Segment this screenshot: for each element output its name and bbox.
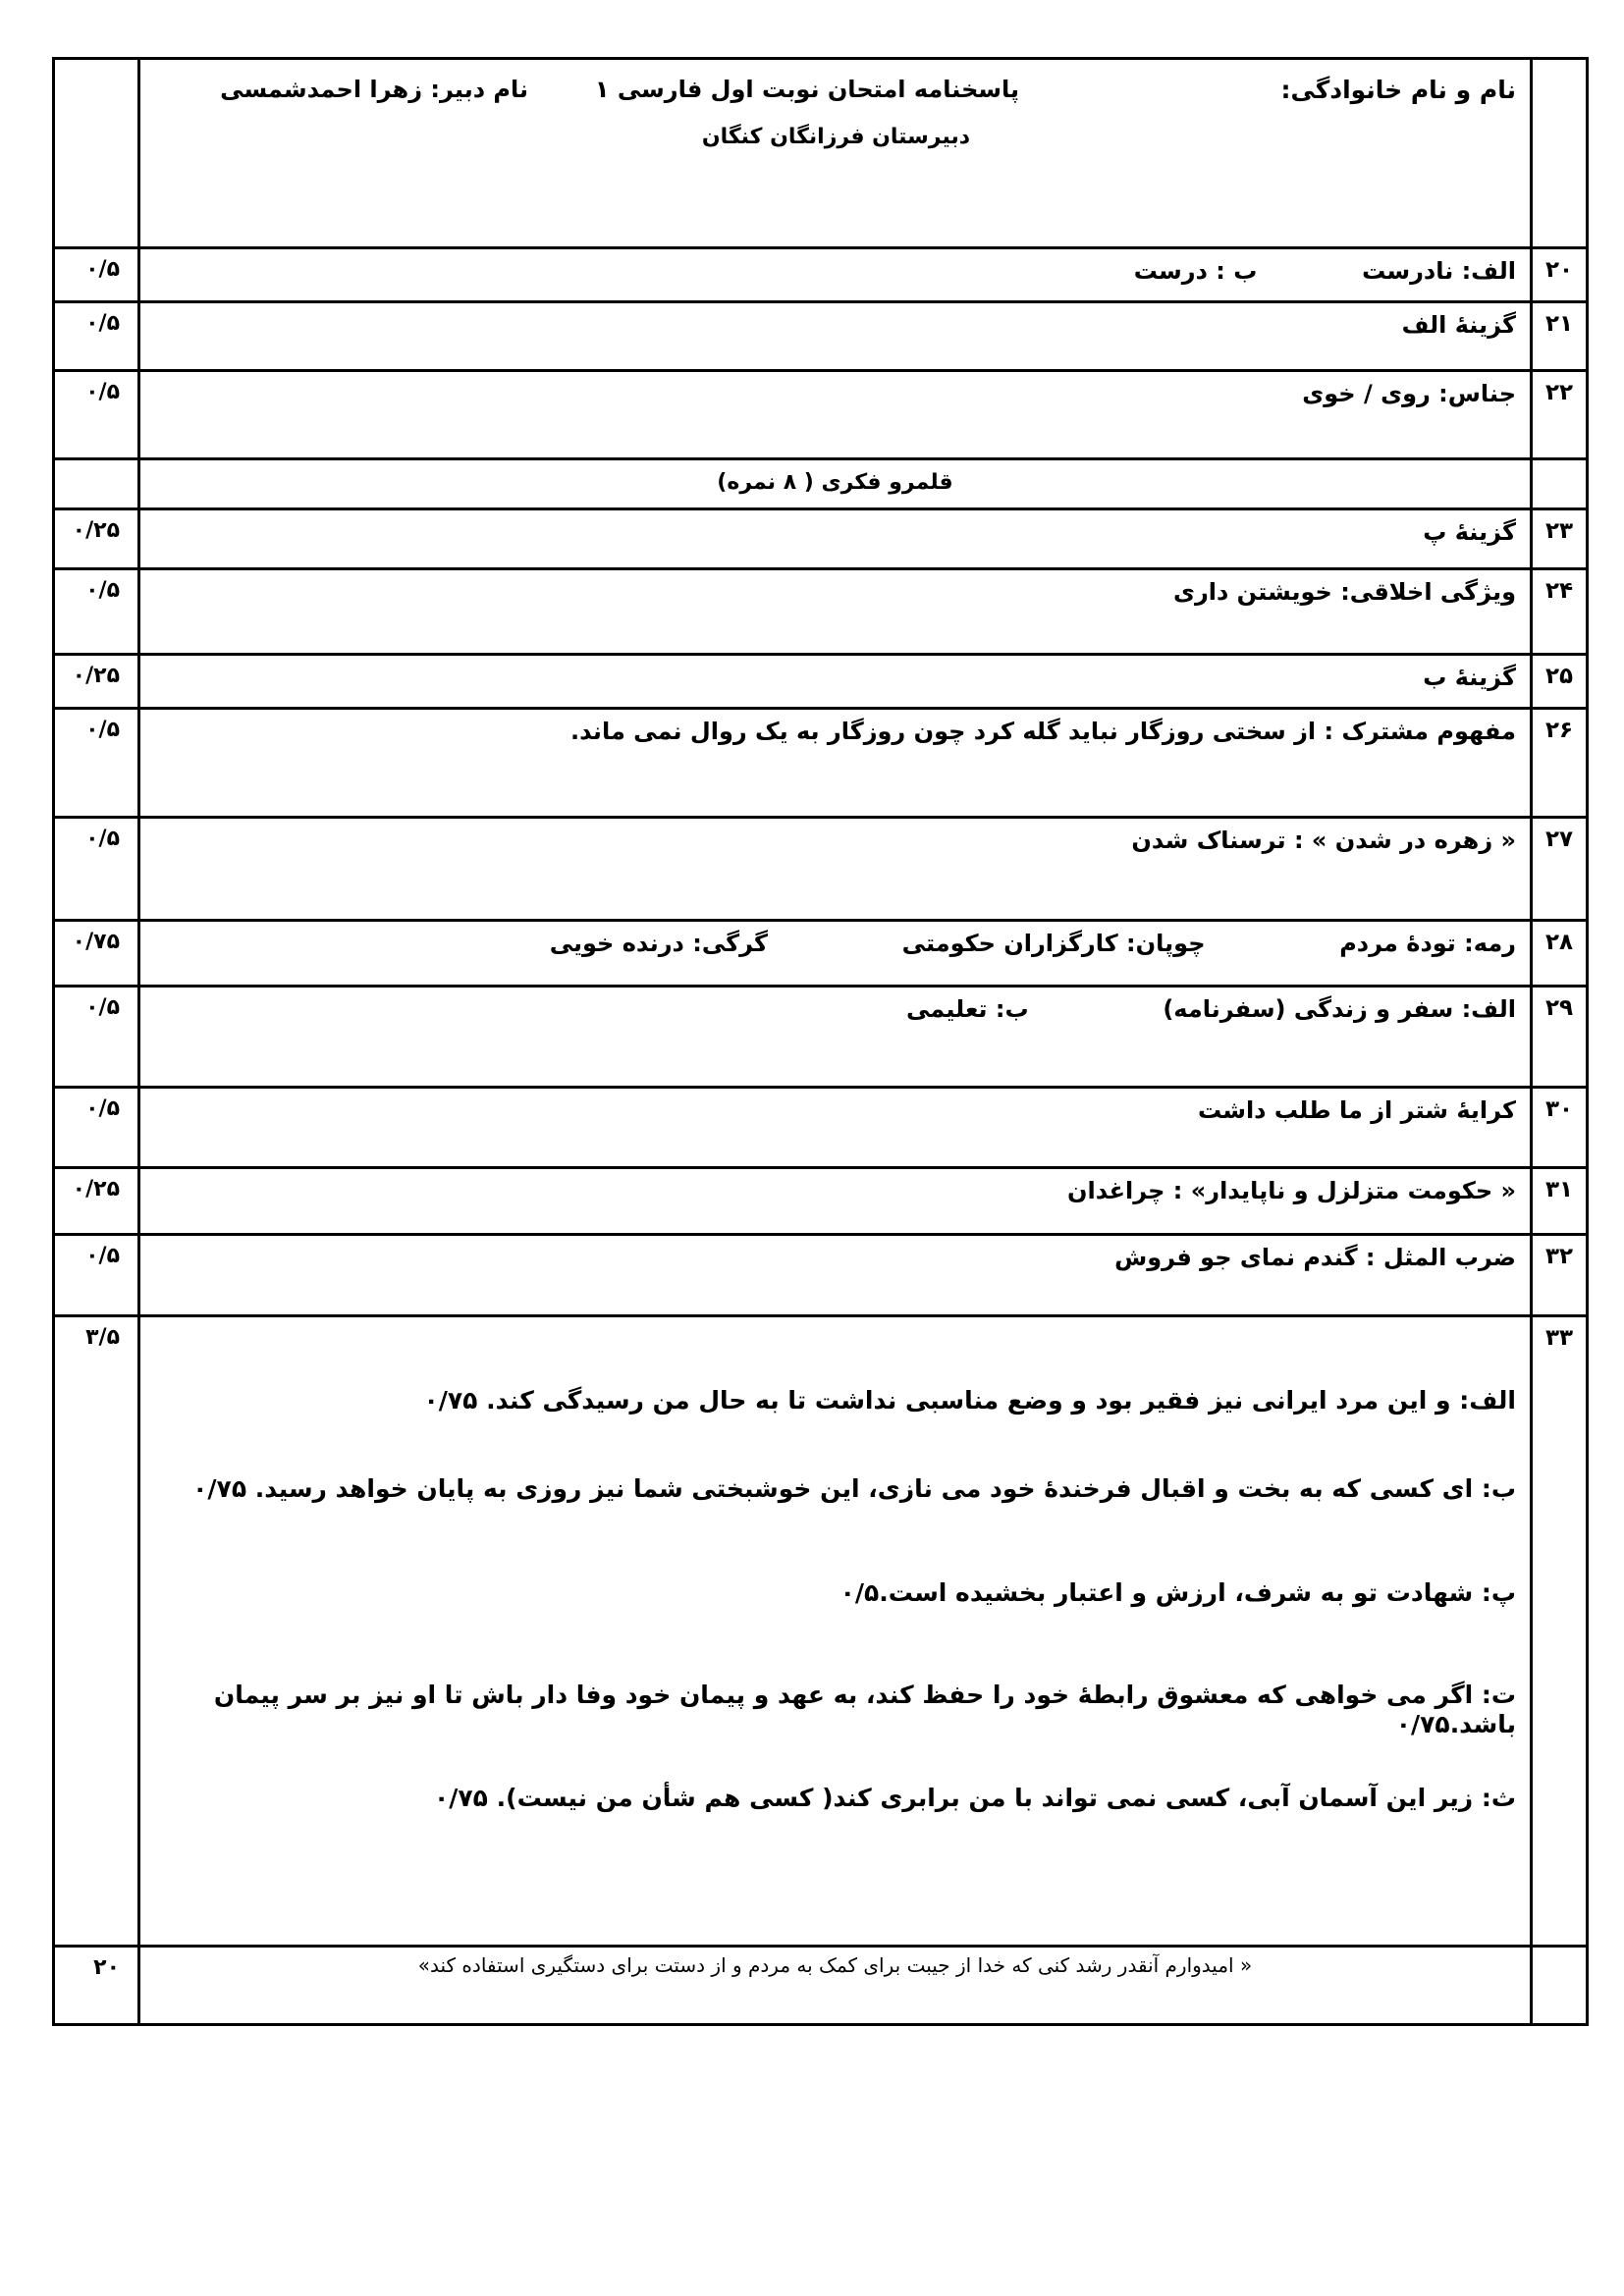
question-number: ۲۵ (1530, 656, 1586, 707)
section-heading-row (55, 457, 1586, 507)
teacher-name: نام دبیر: زهرا احمدشمسی (220, 76, 528, 103)
question-score: ۰/۵ (55, 570, 140, 653)
answer-content (140, 819, 1530, 919)
question-score: ۰/۷۵ (55, 922, 140, 985)
total-score: ۲۰ (55, 1948, 140, 2023)
question-row-20 (55, 246, 1586, 300)
question-score: ۳/۵ (55, 1317, 140, 1945)
answer-part-a: الف: نادرست (1362, 257, 1516, 285)
question-row-28 (55, 919, 1586, 985)
question-number: ۲۴ (1530, 570, 1586, 653)
question-score: ۰/۵ (55, 710, 140, 816)
question-number: ۲۷ (1530, 819, 1586, 919)
answer-line-p: پ: شهادت تو به شرف، ارزش و اعتبار بخشیده است.۰/۵ (839, 1578, 1516, 1607)
question-number: ۲۳ (1530, 510, 1586, 567)
footer-num-cell (1530, 1948, 1586, 2023)
question-row-23 (55, 507, 1586, 567)
question-score: ۰/۵ (55, 1236, 140, 1314)
exam-title: پاسخنامه امتحان نوبت اول فارسی ۱ (594, 76, 1019, 103)
answer-part-b: ب: تعلیمی (906, 995, 1029, 1023)
answer-content (140, 1236, 1530, 1314)
section-score-cell (55, 460, 140, 507)
question-number: ۳۱ (1530, 1169, 1586, 1233)
question-score: ۰/۵ (55, 249, 140, 300)
answer-line-t: ت: اگر می خواهی که معشوق رابطهٔ خود را حفظ کند، به عهد و پیمان خود وفا دار باش تا او نیز بر سر پیمان باشد.۰/۷۵ (213, 1681, 1516, 1738)
question-number: ۳۰ (1530, 1089, 1586, 1166)
footer-row (55, 1945, 1586, 2023)
question-number: ۳۳ (1530, 1317, 1586, 1945)
header-content (140, 60, 1530, 246)
answer-text: مفهوم مشترک : از سختی روزگار نباید گله کرد چون روزگار به یک روال نمی ماند. (569, 718, 1516, 745)
question-row-27 (55, 816, 1586, 919)
student-name-label: نام و نام خانوادگی: (1280, 76, 1516, 104)
answer-content (140, 570, 1530, 653)
answer-content (140, 1169, 1530, 1233)
question-score: ۰/۵ (55, 1089, 140, 1166)
question-row-21 (55, 300, 1586, 369)
question-score: ۰/۲۵ (55, 656, 140, 707)
header-row (55, 60, 1586, 246)
question-number: ۲۶ (1530, 710, 1586, 816)
answer-part-b: ب : درست (1133, 257, 1258, 285)
answer-content (140, 249, 1530, 300)
question-number: ۲۸ (1530, 922, 1586, 985)
question-row-29 (55, 985, 1586, 1086)
answer-text: گزینهٔ الف (1401, 311, 1516, 339)
section-heading: قلمرو فکری ( ۸ نمره) (717, 470, 953, 495)
question-score: ۰/۵ (55, 819, 140, 919)
answer-text: ویژگی اخلاقی: خویشتن داری (1172, 578, 1516, 606)
header-score-cell (55, 60, 140, 246)
answer-content (140, 656, 1530, 707)
answer-text: ضرب المثل : گندم نمای جو فروش (1114, 1244, 1516, 1271)
answer-sheet-table (52, 57, 1589, 2026)
answer-line-a: الف: و این مرد ایرانی نیز فقیر بود و وضع مناسبی نداشت تا به حال من رسیدگی کند. ۰/۷۵ (423, 1386, 1516, 1415)
question-score: ۰/۲۵ (55, 1169, 140, 1233)
answer-content (140, 510, 1530, 567)
question-row-25 (55, 653, 1586, 707)
question-score: ۰/۵ (55, 303, 140, 369)
answer-line-s: ث: زیر این آسمان آبی، کسی نمی تواند با من برابری کند( کسی هم شأن من نیست). ۰/۷۵ (434, 1784, 1516, 1812)
question-row-26 (55, 707, 1586, 816)
question-score: ۰/۵ (55, 372, 140, 457)
header-num-cell (1530, 60, 1586, 246)
answer-line-b: ب: ای کسی که به بخت و اقبال فرخندهٔ خود می نازی، این خوشبختی شما نیز روزی به پایان خواهد رسید. ۰/۷۵ (192, 1474, 1516, 1503)
answer-text: گزینهٔ پ (1423, 518, 1516, 546)
answer-content (140, 710, 1530, 816)
answer-part-herd: رمه: تودهٔ مردم (1339, 930, 1516, 957)
answer-part-a: الف: سفر و زندگی (سفرنامه) (1163, 995, 1516, 1023)
answer-content (140, 922, 1530, 985)
answer-part-shepherd: چوپان: کارگزاران حکومتی (901, 930, 1206, 957)
question-number: ۲۲ (1530, 372, 1586, 457)
question-score: ۰/۵ (55, 988, 140, 1086)
closing-message: « امیدوارم آنقدر رشد کنی که خدا از جیبت برای کمک به مردم و از دستت برای دستگیری استفاده کند» (417, 1953, 1253, 1977)
answer-text: « زهره در شدن » : ترسناک شدن (1131, 827, 1516, 854)
answer-content (140, 1089, 1530, 1166)
answer-content (140, 988, 1530, 1086)
answer-text: گزینهٔ ب (1423, 664, 1516, 691)
school-name: دبیرستان فرزانگان کنگان (701, 125, 970, 149)
question-row-24 (55, 567, 1586, 653)
answer-text: جناس: روی / خوی (1302, 380, 1516, 407)
answer-content (140, 1317, 1530, 1945)
question-row-22 (55, 369, 1586, 457)
question-row-33 (55, 1314, 1586, 1945)
answer-text: کرایهٔ شتر از ما طلب داشت (1197, 1096, 1516, 1124)
question-number: ۲۹ (1530, 988, 1586, 1086)
answer-text: « حکومت متزلزل و ناپایدار» : چراغدان (1067, 1177, 1516, 1204)
question-row-31 (55, 1166, 1586, 1233)
answer-content (140, 372, 1530, 457)
question-number: ۲۱ (1530, 303, 1586, 369)
question-number: ۳۲ (1530, 1236, 1586, 1314)
answer-part-wolf: گرگی: درنده خویی (549, 930, 768, 957)
answer-content (140, 303, 1530, 369)
question-row-32 (55, 1233, 1586, 1314)
section-num-cell (1530, 460, 1586, 507)
question-number: ۲۰ (1530, 249, 1586, 300)
question-row-30 (55, 1086, 1586, 1166)
question-score: ۰/۲۵ (55, 510, 140, 567)
